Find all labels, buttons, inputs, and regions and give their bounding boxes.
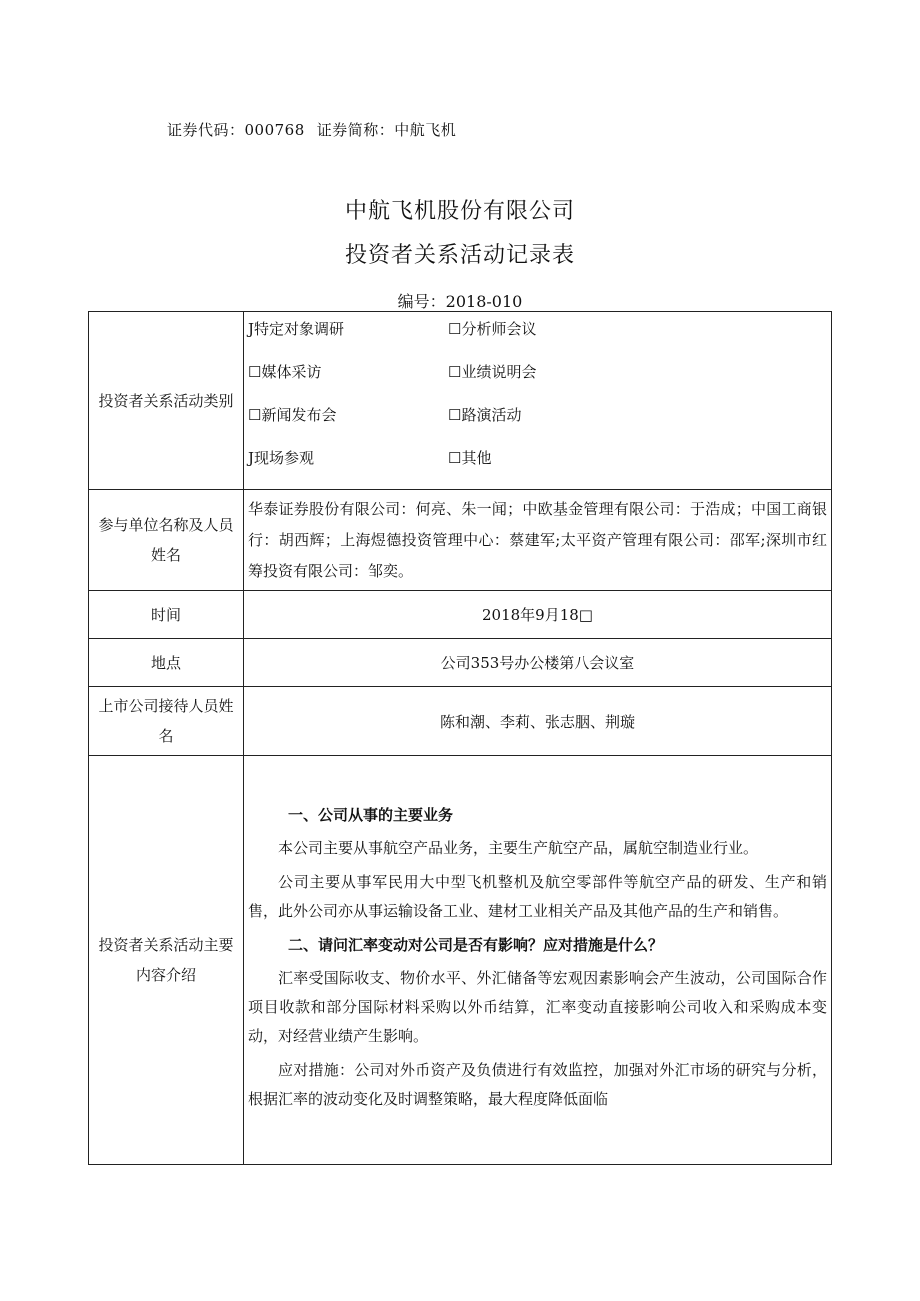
serial-number: 编号：2018-010 [397,292,523,311]
option-press-conference: ☐新闻发布会 [248,406,337,424]
company-title: 中航飞机股份有限公司 [344,199,575,224]
checkbox-icon: ☐ [248,363,262,381]
stock-info [167,119,456,140]
check-mark-icon: J [248,320,255,338]
section-heading-business: 一、公司从事的主要业务 [288,806,454,824]
location-value: 公司353号办公楼第八会议室 [244,639,832,687]
time-row [89,591,832,639]
checkbox-icon: ☐ [448,320,462,338]
paragraph-business-detail: 公司主要从事军民用大中型飞机整机及航空零部件等航空产品的研发、生产和销售，此外公司亦从事运输设备工业、建材工业相关产品及其他产品的生产和销售。 [248,873,827,920]
activity-type-label: 投资者关系活动类别 [89,312,244,490]
paragraph-business-summary: 本公司主要从事航空产品业务，主要生产航空产品，属航空制造业行业。 [278,839,759,857]
record-title: 投资者关系活动记录表 [344,243,575,268]
paragraph-countermeasures: 应对措施：公司对外币资产及负债进行有效监控，加强对外汇市场的研究与分析，根据汇率的波动变化及时调整策略，最大程度降低面临 [248,1061,827,1108]
receptionists-label: 上市公司接待人员姓名 [89,687,244,756]
location-row [89,639,832,687]
paragraph-exchange-impact: 汇率受国际收支、物价水平、外汇储备等宏观因素影响会产生波动，公司国际合作项目收款和部分国际材料采购以外币结算，汇率变动直接影响公司收入和采购成本变动，对经营业绩产生影响。 [248,969,827,1045]
participants-label: 参与单位名称及人员姓名 [89,490,244,591]
activity-type-options [244,312,832,490]
option-other: ☐其他 [448,449,492,467]
activity-type-row [89,312,832,490]
option-site-visit: J现场参观 [248,449,315,467]
time-label: 时间 [89,591,244,639]
record-table [88,311,832,1165]
checkbox-icon: ☐ [448,363,462,381]
option-specific-research: J特定对象调研 [248,320,345,338]
checkbox-icon: ☐ [448,406,462,424]
content-label: 投资者关系活动主要内容介绍 [89,756,244,1165]
receptionists-row [89,687,832,756]
option-earnings-briefing: ☐业绩说明会 [448,363,537,381]
location-label: 地点 [89,639,244,687]
section-heading-exchange-rate: 二、请问汇率变动对公司是否有影响？应对措施是什么？ [288,936,664,954]
content-body [244,756,832,1165]
checkbox-icon: ☐ [448,449,462,467]
stock-code: 证券代码：000768 [167,121,305,139]
time-value: 2018年9月18□ [244,591,832,639]
participants-value: 华泰证券股份有限公司：何亮、朱一闻；中欧基金管理有限公司：于浩成；中国工商银行：胡西辉；上海煜德投资管理中心：蔡建军;太平资产管理有限公司：邵军;深圳市红筹投资有限公司：邹奕。 [244,490,832,591]
participants-row [89,490,832,591]
option-roadshow: ☐路演活动 [448,406,522,424]
option-media-interview: ☐媒体采访 [248,363,322,381]
check-mark-icon: J [248,449,255,467]
option-analyst-meeting: ☐分析师会议 [448,320,537,338]
content-row [89,756,832,1165]
receptionists-value: 陈和潮、李莉、张志胭、荆璇 [244,687,832,756]
checkbox-icon: ☐ [248,406,262,424]
stock-name: 证券简称：中航飞机 [316,121,457,139]
